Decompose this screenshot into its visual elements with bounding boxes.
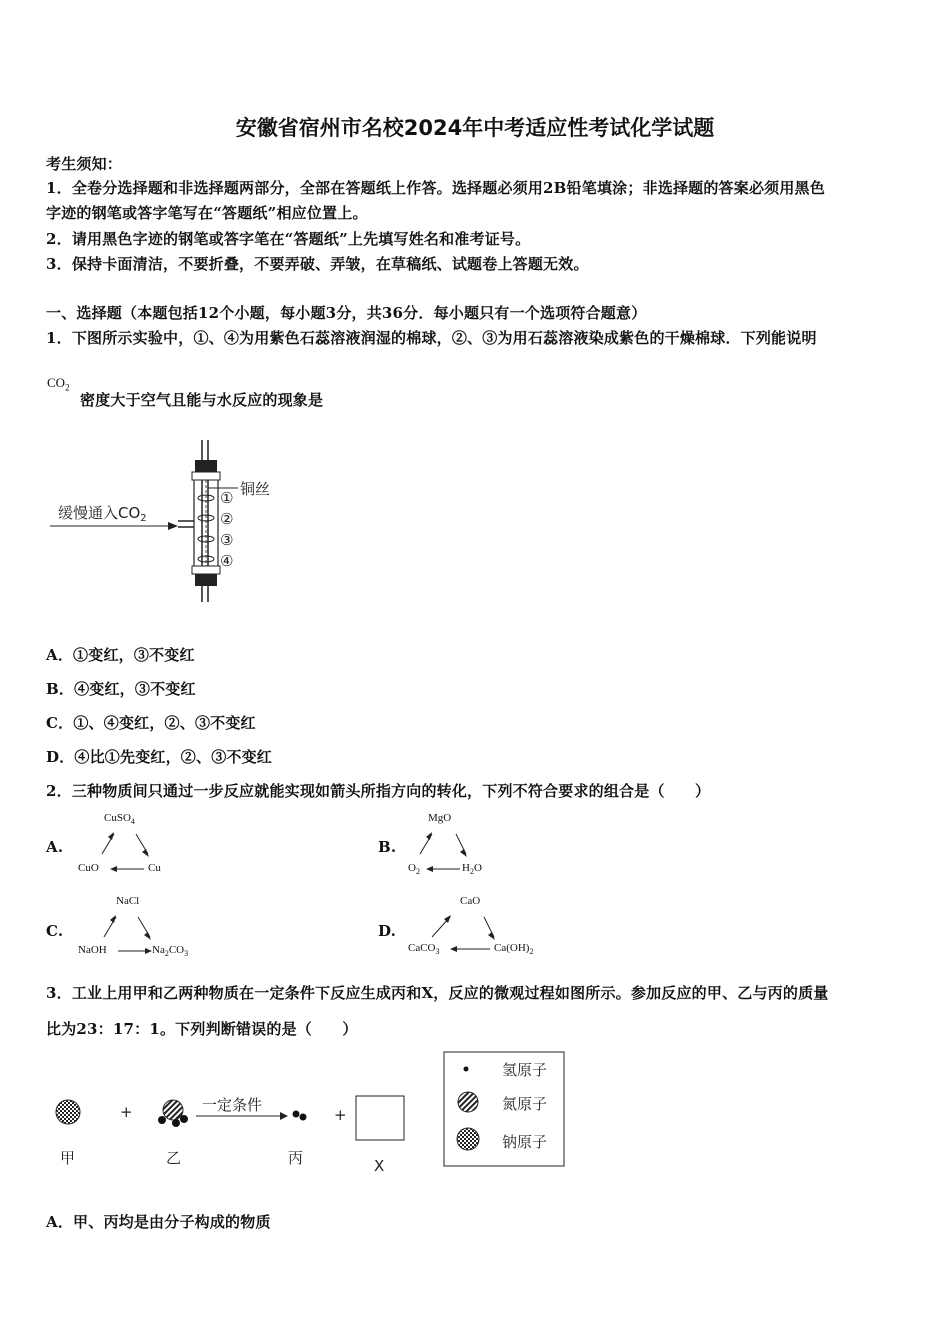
notice-line-1b: 字迹的钢笔或答字笔写在“答题纸”相应位置上。 bbox=[46, 204, 368, 222]
sodium-atom-legend-icon bbox=[457, 1128, 479, 1150]
q1-option-c[interactable]: C．①、④变红，②、③不变红 bbox=[46, 714, 256, 732]
q2-a-top: CuSO$_4$ bbox=[104, 812, 135, 827]
q3-option-a[interactable]: A．甲、丙均是由分子构成的物质 bbox=[46, 1213, 271, 1231]
q3-x: X bbox=[374, 1157, 385, 1175]
notice-line-1: 1．全卷分选择题和非选择题两部分，全部在答题纸上作答。选择题必须用2B铅笔填涂；非选择题的答案必须用黑色 bbox=[46, 179, 825, 197]
q3-jia: 甲 bbox=[60, 1149, 76, 1167]
q2-option-c-label[interactable]: C. bbox=[46, 922, 64, 940]
page-title: 安徽省宿州市名校2024年中考适应性考试化学试题 bbox=[235, 116, 715, 140]
q3-stem-2: 比为23：17：1。下列判断错误的是（ ） bbox=[46, 1020, 358, 1038]
q2-a-right: Cu bbox=[148, 862, 161, 874]
q2-d-right: $Ca(OH)_2$ bbox=[494, 942, 534, 957]
q2-option-a-label[interactable]: A. bbox=[46, 838, 64, 856]
q1-stem: 1．下图所示实验中，①、④为用紫色石蕊溶液润湿的棉球，②、③为用石蕊溶液染成紫色的干燥棉球．下列能说明 bbox=[46, 329, 817, 347]
q1-ball-2: ② bbox=[220, 510, 234, 528]
unknown-x-box bbox=[356, 1096, 404, 1140]
hydrogen-molecule-icon bbox=[293, 1111, 300, 1118]
q2-b-arrows bbox=[400, 820, 500, 880]
q3-condition: 一定条件 bbox=[202, 1096, 263, 1114]
q1-inlet-label: 缓慢通入$CO_2$ bbox=[58, 504, 147, 524]
q1-co2: $CO_2$ bbox=[47, 375, 70, 393]
legend-hydrogen: 氢原子 bbox=[502, 1061, 548, 1079]
q1-stem-2: 密度大于空气且能与水反应的现象是 bbox=[80, 391, 324, 409]
q1-ball-3: ③ bbox=[220, 531, 234, 549]
q2-option-d-label[interactable]: D. bbox=[378, 922, 397, 940]
q1-apparatus-figure bbox=[40, 440, 300, 610]
q2-c-top: NaCl bbox=[116, 895, 140, 907]
sodium-atom-icon bbox=[56, 1100, 80, 1124]
notice-line-2: 2．请用黑色字迹的钢笔或答字笔在“答题纸”上先填写姓名和准考证号。 bbox=[46, 230, 531, 248]
nitrogen-atom-legend-icon bbox=[458, 1092, 478, 1112]
q3-stem: 3．工业上用甲和乙两种物质在一定条件下反应生成丙和X，反应的微观过程如图所示。参加反应的甲、乙与丙的质量 bbox=[46, 984, 829, 1002]
legend-nitrogen: 氮原子 bbox=[502, 1095, 548, 1113]
q2-d-left: CaCO$_3$ bbox=[408, 942, 440, 957]
q3-reaction-figure bbox=[40, 1050, 580, 1180]
q2-b-right: $H_2O$ bbox=[462, 862, 482, 877]
q1-wire-label: 铜丝 bbox=[240, 480, 271, 498]
section-heading: 一、选择题（本题包括12个小题，每小题3分，共36分．每小题只有一个选项符合题意） bbox=[46, 304, 647, 322]
nitrogen-atom-icon bbox=[163, 1100, 183, 1120]
q1-ball-4: ④ bbox=[220, 552, 234, 570]
q1-option-d[interactable]: D．④比①先变红，②、③不变红 bbox=[46, 748, 273, 766]
q2-c-left: NaOH bbox=[78, 944, 107, 956]
legend-sodium: 钠原子 bbox=[502, 1133, 548, 1151]
q2-b-left: $O_2$ bbox=[408, 862, 420, 877]
q3-bing: 丙 bbox=[288, 1149, 304, 1167]
q2-c-right: $Na_2CO_3$ bbox=[152, 944, 189, 959]
q2-b-top: MgO bbox=[428, 812, 452, 824]
q2-d-top: CaO bbox=[460, 895, 481, 907]
q3-plus-1: + bbox=[120, 1103, 133, 1121]
q2-a-arrows bbox=[70, 820, 170, 880]
q2-stem: 2．三种物质间只通过一步反应就能实现如箭头所指方向的转化，下列不符合要求的组合是（ ） bbox=[46, 782, 711, 800]
notice-line-3: 3．保持卡面清洁，不要折叠，不要弄破、弄皱，在草稿纸、试题卷上答题无效。 bbox=[46, 255, 589, 273]
q2-d-arrows bbox=[400, 903, 520, 963]
notice-heading: 考生须知： bbox=[46, 155, 123, 173]
q2-c-arrows bbox=[70, 903, 180, 963]
q1-option-a[interactable]: A．①变红，③不变红 bbox=[46, 646, 195, 664]
q2-option-b-label[interactable]: B. bbox=[378, 838, 397, 856]
hydrogen-atom-legend-icon bbox=[464, 1067, 469, 1072]
q1-option-b[interactable]: B．④变红，③不变红 bbox=[46, 680, 196, 698]
q3-yi: 乙 bbox=[166, 1149, 182, 1167]
q3-plus-2: + bbox=[334, 1106, 347, 1124]
q1-ball-1: ① bbox=[220, 489, 234, 507]
q2-a-left: CuO bbox=[78, 862, 99, 874]
